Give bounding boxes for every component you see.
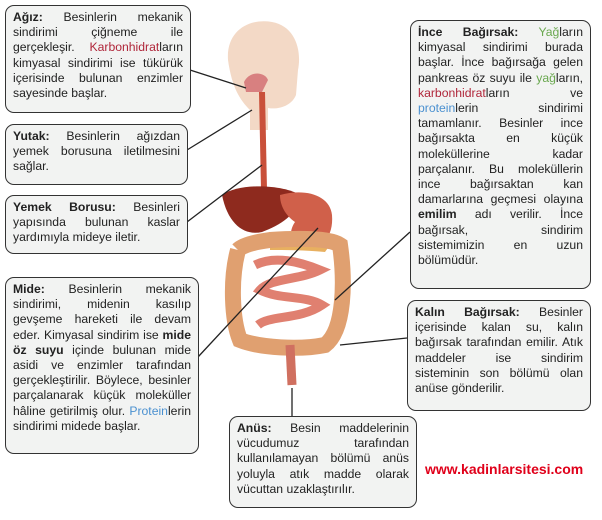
box-text xyxy=(518,25,538,39)
box-text: Besinlerin mekanik sindirimi çiğneme ile gerçekleşir. xyxy=(13,10,183,55)
box-text: Karbonhidrat xyxy=(89,40,160,55)
esophagus xyxy=(262,92,264,190)
box-text: emilim xyxy=(418,207,457,222)
box-text: mide öz suyu xyxy=(13,327,191,357)
box-title: Mide: xyxy=(13,282,45,296)
box-text: Protein xyxy=(129,403,168,418)
box-text: ların kimyasal sindirimi burada başlar. İnce bağırsağa gelen pankreas öz suyu ile xyxy=(418,25,583,85)
box-text: lerin sindirimi midede başlar. xyxy=(13,403,191,433)
box-title: Kalın Bağırsak: xyxy=(415,305,520,319)
box-anus xyxy=(229,416,417,508)
box-text: içinde bulunan mide asidi ve enzimler tarafından gerçekleştirilir. Böylece, besinler parçalanarak küçük moleküller hâline getirilmiş olur. xyxy=(13,342,191,418)
box-title: Yutak: xyxy=(13,129,50,143)
box-title: Ağız: xyxy=(13,10,43,24)
small-intestine xyxy=(255,260,322,325)
box-text: ların ve xyxy=(485,85,583,100)
box-title: İnce Bağırsak: xyxy=(418,25,519,39)
website-watermark: www.kadinlarsitesi.com xyxy=(425,461,584,477)
box-title: Anüs: xyxy=(237,421,272,435)
box-title: Yemek Borusu: xyxy=(13,200,116,214)
leader-kalin-bagirsak xyxy=(340,338,407,345)
box-text: Besinler içerisinde kalan su, kalın bağırsak tarafından emilir. Atık maddeler ise sindirim sisteminin son bölümü olan anüse gönderilir. xyxy=(415,305,583,396)
box-text: protein xyxy=(418,101,456,116)
box-text: Besinleri yapısında bulunan kaslar yardımıyla mideye iletir. xyxy=(13,200,181,245)
box-text: ların kimyasal sindirimi ise tükürük içerisinde bulunan enzimler sayesinde başlar. xyxy=(13,40,183,101)
box-mide xyxy=(5,277,199,454)
box-text: Yağ xyxy=(538,25,560,39)
box-yemek-borusu xyxy=(5,195,188,254)
box-ince-bagirsak xyxy=(410,20,591,289)
box-text: karbonhidrat xyxy=(418,85,486,100)
box-agiz xyxy=(5,5,191,113)
box-text: ların, xyxy=(555,70,583,85)
box-text: adı verilir. İnce bağırsak, sindirim sistemimizin en uzun bölümüdür. xyxy=(418,207,583,268)
box-text: Besinlerin mekanik sindirimi, midenin kasılıp gevşeme hareketi ile devam eder. Kimyasal sindirim ise xyxy=(13,282,191,342)
box-text: Besinlerin ağızdan yemek borusuna iletilmesini sağlar. xyxy=(13,129,180,174)
rectum xyxy=(290,345,292,385)
box-text: Besin maddelerinin vücudumuz tarafından kullanılamayan bölümü anüs yoluyla atık madde olarak vücuttan uzaklaştırılır. xyxy=(237,421,409,496)
leader-yutak xyxy=(187,110,252,150)
box-text: lerin sindirimi tamamlanır. Besinler ince bağırsakta en küçük moleküllerine kadar parçalanır. Bu moleküllerin ince bağırsaktan kan damarlarına geçmesi olayına xyxy=(418,101,583,207)
box-kalin-bagirsak xyxy=(407,300,591,411)
box-text: yağ xyxy=(536,70,556,85)
box-yutak xyxy=(5,124,188,185)
